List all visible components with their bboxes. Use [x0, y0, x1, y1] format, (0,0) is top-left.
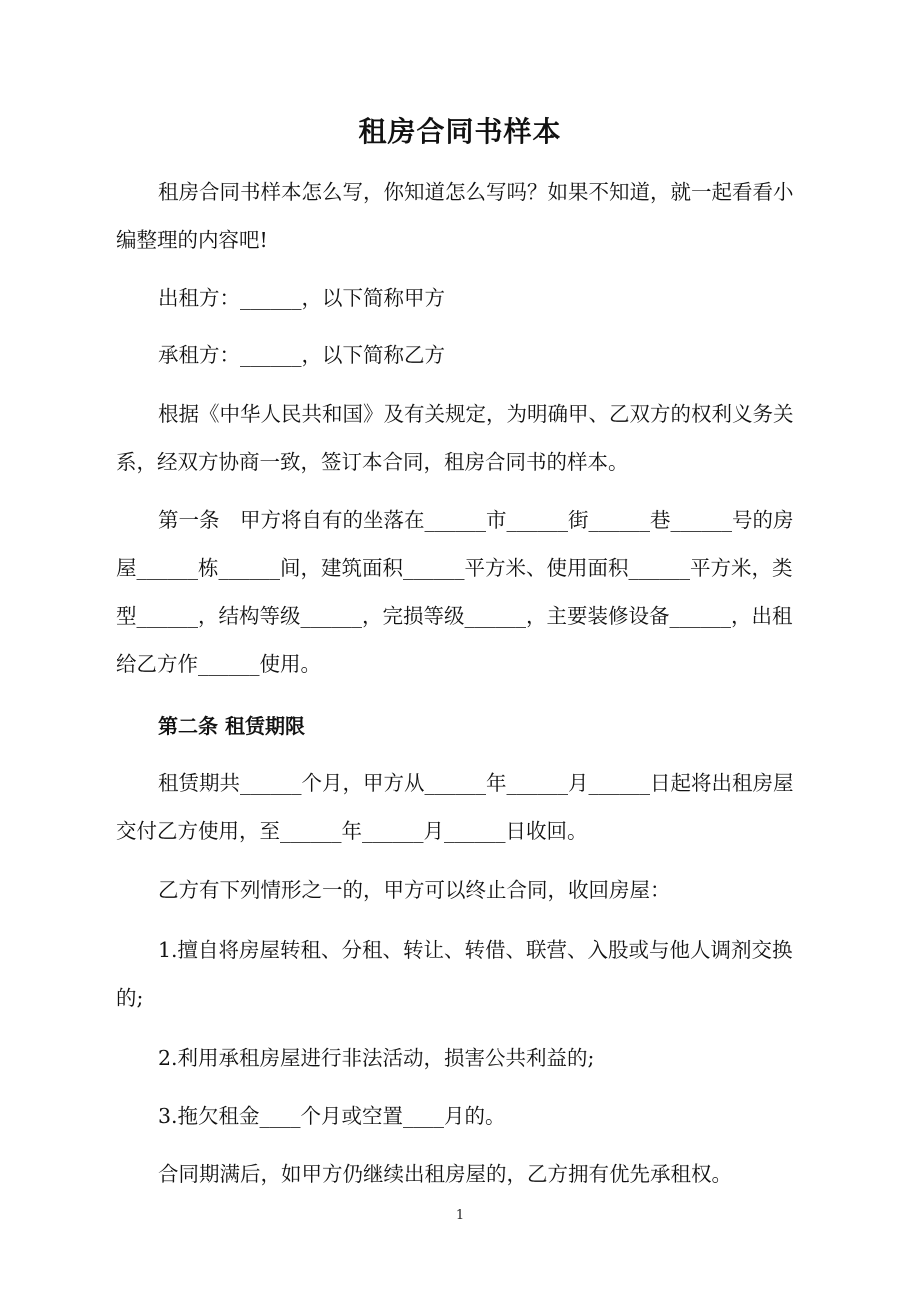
termination-conditions-intro: 乙方有下列情形之一的，甲方可以终止合同，收回房屋：	[158, 878, 671, 902]
lessor-line: 出租方：______，以下简称甲方	[158, 286, 445, 310]
basis-paragraph: 根据《中华人民共和国》及有关规定，为明确甲、乙双方的权利义务关系，经双方协商一致，签订本合同，租房合同书的样本。	[116, 402, 794, 474]
lease-term-paragraph: 租赁期共______个月，甲方从______年______月______日起将出租房屋交付乙方使用，至______年______月______日收回。	[116, 771, 794, 843]
lessee-line: 承租方：______，以下简称乙方	[158, 343, 445, 367]
article-1-paragraph: 第一条 甲方将自有的坐落在______市______街______巷______号的房屋______栋______间，建筑面积______平方米、使用面积______平方米，类型______，结构等级______，完损等级______，主要装修设备______，出租给乙方作______使用。	[116, 508, 794, 676]
termination-condition-2: 2.利用承租房屋进行非法活动，损害公共利益的;	[158, 1046, 595, 1070]
page-number: 1	[455, 1208, 465, 1223]
intro-paragraph: 租房合同书样本怎么写，你知道怎么写吗？如果不知道，就一起看看小编整理的内容吧!	[116, 180, 794, 252]
termination-condition-3: 3.拖欠租金____个月或空置____月的。	[158, 1104, 506, 1128]
article-2-heading: 第二条 租赁期限	[158, 714, 305, 738]
document-title: 租房合同书样本	[358, 115, 562, 148]
termination-condition-1: 1.擅自将房屋转租、分租、转让、转借、联营、入股或与他人调剂交换的;	[116, 938, 793, 1010]
renewal-priority-paragraph: 合同期满后，如甲方仍继续出租房屋的，乙方拥有优先承租权。	[158, 1162, 732, 1186]
